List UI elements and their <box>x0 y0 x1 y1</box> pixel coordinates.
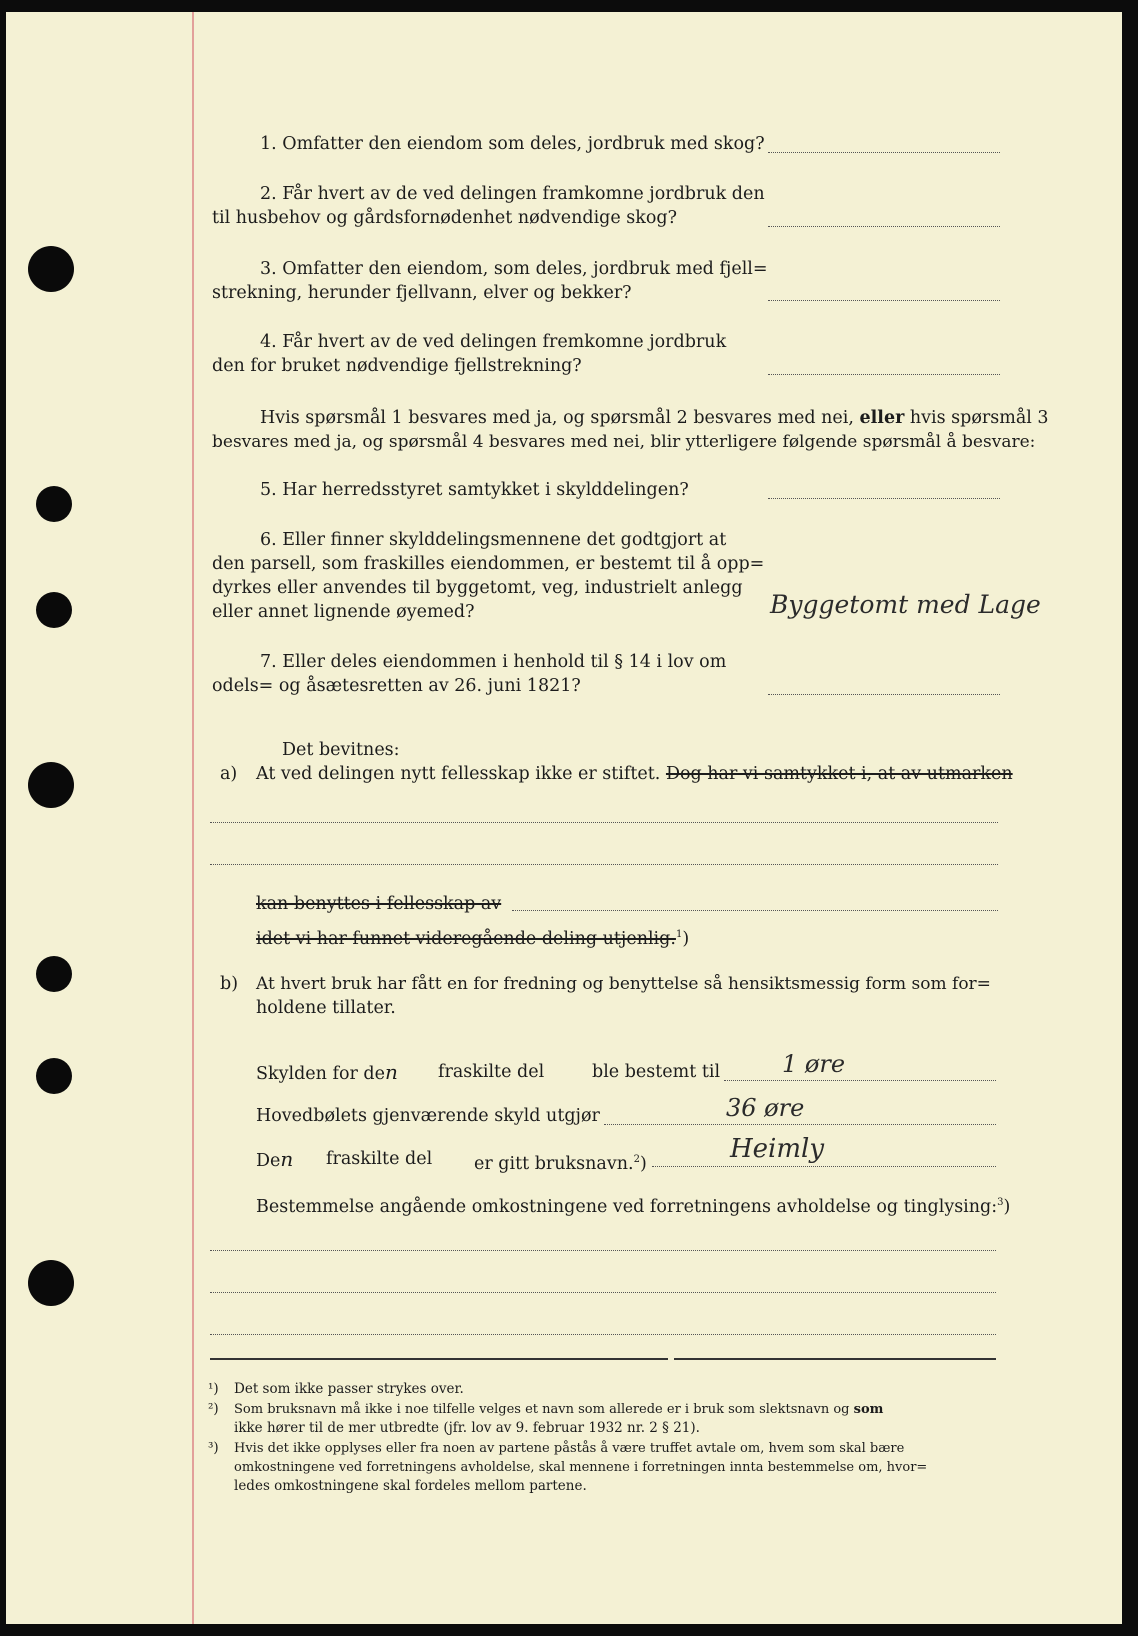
attest-b-line-2: holdene tillater. <box>256 998 396 1018</box>
skyld-label-4: Bestemmelse angående omkostningene ved forretningens avholdelse og tinglysing:$^3$) <box>256 1196 1011 1217</box>
form-page <box>6 12 1122 1624</box>
bruksnavn-line[interactable] <box>652 1166 996 1167</box>
answer-line-7[interactable] <box>768 694 1000 695</box>
question-3-line-2: strekning, herunder fjellvann, elver og bekker? <box>212 283 632 303</box>
struck-line-2: idet vi har funnet videregående deling utjenlig.$^1$) <box>256 928 690 949</box>
attest-b-label: b) <box>220 974 239 994</box>
skyld-value-line-2[interactable] <box>604 1124 996 1125</box>
punch-hole <box>28 1260 74 1306</box>
question-6-line-1: 6. Eller finner skylddelingsmennene det godtgjort at <box>260 530 727 550</box>
answer-line-5[interactable] <box>768 498 1000 499</box>
omkostning-line-3[interactable] <box>210 1334 996 1335</box>
omkostning-line-2[interactable] <box>210 1292 996 1293</box>
handwritten-answer-6: Byggetomt med Lage <box>770 590 1041 619</box>
punch-hole <box>36 956 72 992</box>
punch-hole <box>36 592 72 628</box>
footnote-1: Det som ikke passer strykes over. <box>234 1381 464 1397</box>
intro-line-2: besvares med ja, og spørsmål 4 besvares med nei, blir ytterligere følgende spørsmål å besvare: <box>212 432 1036 452</box>
footnote-3-line-2: omkostningene ved forretningens avholdelse, skal mennene i forretningen innta bestemmelse om, hvor= <box>234 1460 928 1475</box>
footnote-2-mark: ²) <box>208 1401 219 1417</box>
answer-line-4[interactable] <box>768 374 1000 375</box>
question-5: 5. Har herredsstyret samtykket i skylddelingen? <box>260 480 689 500</box>
margin-line <box>192 12 194 1624</box>
footnote-1-mark: ¹) <box>208 1381 219 1397</box>
signature-rule-left <box>210 1358 668 1360</box>
question-6-line-2: den parsell, som fraskilles eiendommen, er bestemt til å opp= <box>212 554 765 574</box>
punch-hole <box>28 246 74 292</box>
attest-a-label: a) <box>220 764 238 784</box>
attest-blank-line-1[interactable] <box>210 822 998 823</box>
answer-line-2[interactable] <box>768 226 1000 227</box>
skyld-label-2: Hovedbølets gjenværende skyld utgjør <box>256 1106 600 1126</box>
skyld-value-line-1[interactable] <box>724 1080 996 1081</box>
intro-line-1: Hvis spørsmål 1 besvares med ja, og spørsmål 2 besvares med nei, eller hvis spørsmål 3 <box>260 408 1049 428</box>
question-6-line-4: eller annet lignende øyemed? <box>212 602 475 622</box>
skyld-label-3: Den <box>256 1147 294 1171</box>
punch-hole <box>28 762 74 808</box>
skyld-label-1: Skylden for den <box>256 1060 398 1084</box>
question-4-line-2: den for bruket nødvendige fjellstrekning? <box>212 356 582 376</box>
attest-blank-line-2[interactable] <box>210 864 998 865</box>
handwritten-skyld-value: 1 øre <box>782 1050 846 1078</box>
skyld-label-3-c: er gitt bruksnavn.$^2$) <box>474 1153 647 1174</box>
footnote-3-mark: ³) <box>208 1440 219 1456</box>
answer-line-3[interactable] <box>768 300 1000 301</box>
question-1: 1. Omfatter den eiendom som deles, jordbruk med skog? <box>260 134 765 154</box>
footnote-3-line-1: Hvis det ikke opplyses eller fra noen av partene påstås å være truffet avtale om, hvem som skal bære <box>234 1441 905 1456</box>
punch-hole <box>36 1058 72 1094</box>
footnote-2-line-1: Som bruksnavn må ikke i noe tilfelle velges et navn som allerede er i bruk som slektsnavn og som <box>234 1402 884 1417</box>
footnote-2-line-2: ikke hører til de mer utbredte (jfr. lov av 9. februar 1932 nr. 2 § 21). <box>234 1420 700 1436</box>
question-2-line-2: til husbehov og gårdsfornødenhet nødvendige skog? <box>212 208 677 228</box>
skyld-label-3-b: fraskilte del <box>326 1149 433 1169</box>
punch-hole <box>36 486 72 522</box>
handwritten-bruksnavn: Heimly <box>730 1134 825 1164</box>
footnote-3-line-3: ledes omkostningene skal fordeles mellom partene. <box>234 1478 587 1494</box>
question-6-line-3: dyrkes eller anvendes til byggetomt, veg, industrielt anlegg <box>212 578 743 598</box>
question-2-line-1: 2. Får hvert av de ved delingen framkomne jordbruk den <box>260 184 765 204</box>
attest-heading: Det bevitnes: <box>282 740 400 760</box>
question-3-line-1: 3. Omfatter den eiendom, som deles, jordbruk med fjell= <box>260 259 768 279</box>
attest-b-line-1: At hvert bruk har fått en for fredning og benyttelse så hensiktsmessig form som for= <box>256 974 991 994</box>
skyld-label-1-b: fraskilte del <box>438 1062 545 1082</box>
handwritten-remaining-skyld: 36 øre <box>726 1094 805 1122</box>
question-4-line-1: 4. Får hvert av de ved delingen fremkomne jordbruk <box>260 332 727 352</box>
attest-a-text: At ved delingen nytt fellesskap ikke er stiftet. Dog har vi samtykket i, at av utmarken <box>256 764 1013 784</box>
struck-line-1-blank[interactable] <box>512 910 998 911</box>
answer-line-1[interactable] <box>768 152 1000 153</box>
question-7-line-2: odels= og åsætesretten av 26. juni 1821? <box>212 676 581 696</box>
struck-line-1: kan benyttes i fellesskap av <box>256 894 502 914</box>
skyld-label-1-c: ble bestemt til <box>592 1062 721 1082</box>
signature-rule-right <box>674 1358 996 1360</box>
omkostning-line-1[interactable] <box>210 1250 996 1251</box>
question-7-line-1: 7. Eller deles eiendommen i henhold til § 14 i lov om <box>260 652 727 672</box>
